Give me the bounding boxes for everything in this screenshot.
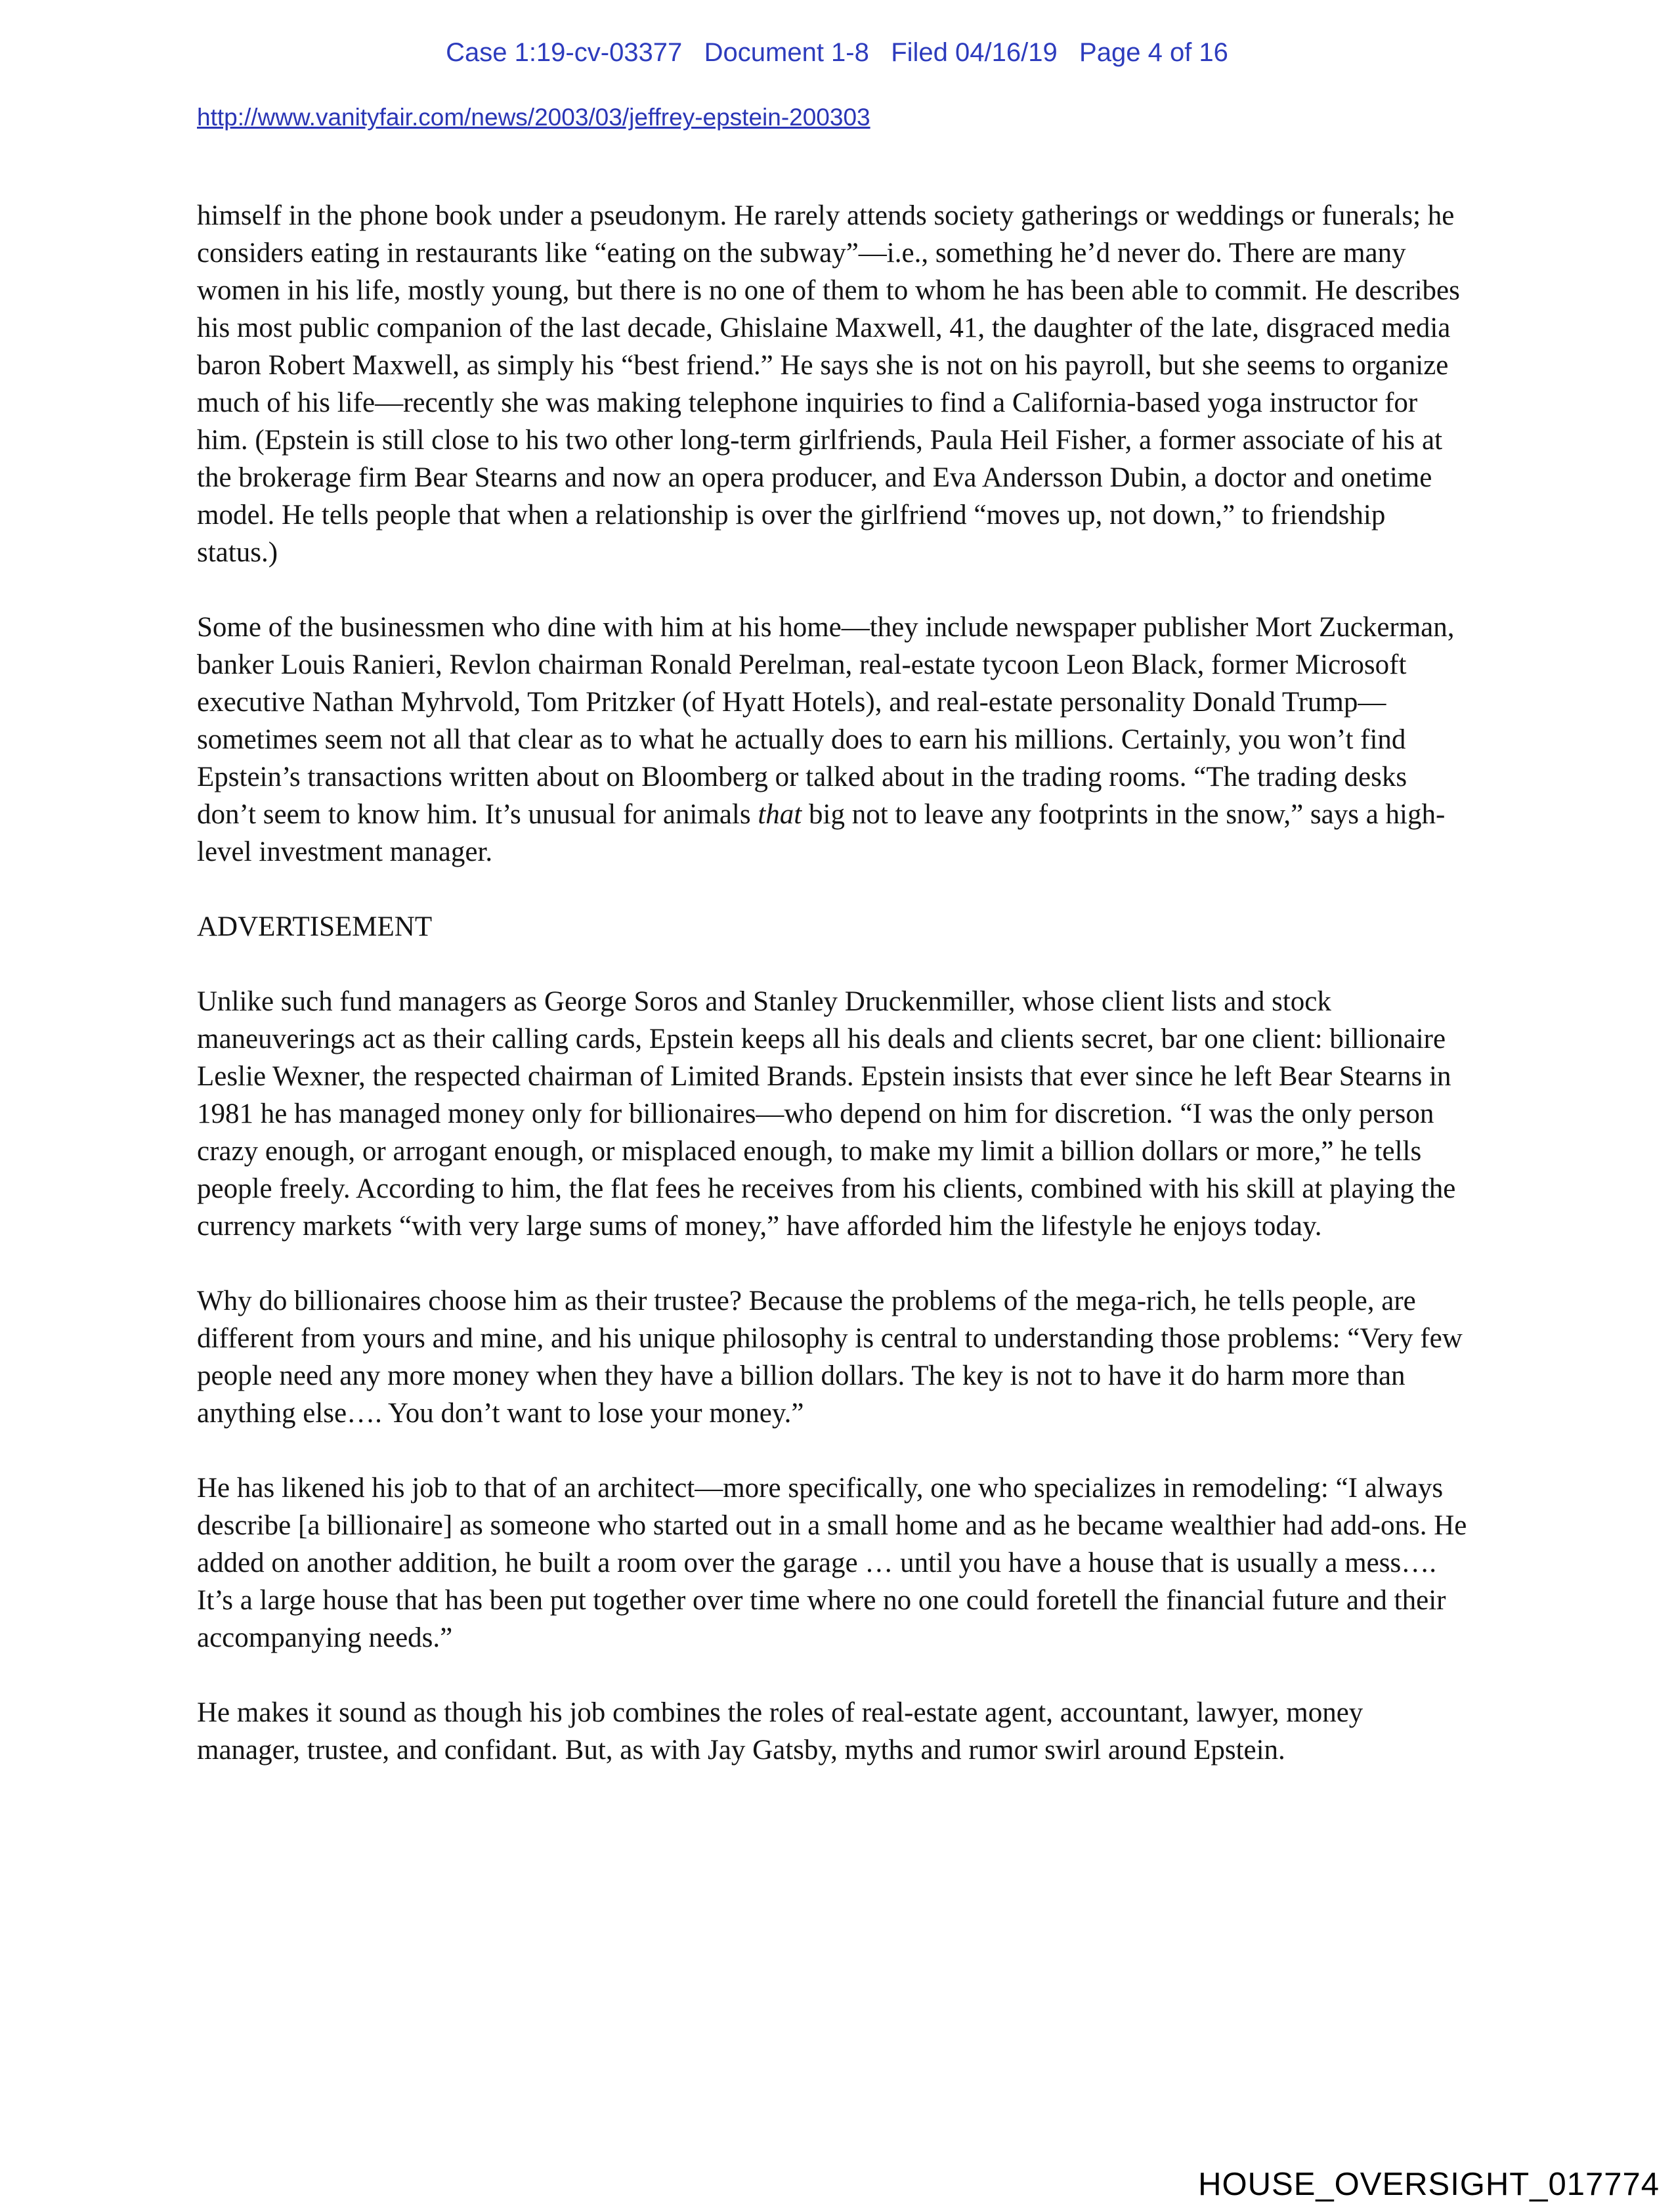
paragraph-2-text-before: Some of the businessmen who dine with him at his home—they include newspaper publisher Mort Zuckerman, banker Louis Ranieri, Revlon chairman Ronald Perelman, real-estate tycoon Leon Black, former Microsoft executive Nathan Myhrvold, Tom Pritzker (of Hyatt Hotels), and real-estate personality Donald Trump—sometimes seem not all that clear as to what he actually does to earn his millions. Certainly, you won’t find Epstein’s transactions written about on Bloomberg or talked about in the trading rooms. “The trading desks don’t seem to know him. It’s unusual for animals: [197, 612, 1455, 830]
paragraph-2-text-after: big not to leave any footprints in the snow,” says a high-level investment manager.: [197, 799, 1446, 867]
bates-number: HOUSE_OVERSIGHT_017774: [1198, 2167, 1660, 2202]
paragraph-2: [197, 609, 1467, 871]
case-stamp-header: Case 1:19-cv-03377 Document 1-8 Filed 04/16/19 Page 4 of 16: [446, 38, 1228, 67]
paragraph-3: Unlike such fund managers as George Soros and Stanley Druckenmiller, whose client lists and stock maneuverings act as their calling cards, Epstein keeps all his deals and clients secret, bar one client: billionaire Leslie Wexner, the respected chairman of Limited Brands. Epstein insists that ever since he left Bear Stearns in 1981 he has managed money only for billionaires—who depend on him for discretion. “I was the only person crazy enough, or arrogant enough, or misplaced enough, to make my limit a billion dollars or more,” he tells people freely. According to him, the flat fees he receives from his clients, combined with his skill at playing the currency markets “with very large sums of money,” have afforded him the lifestyle he enjoys today.: [197, 986, 1456, 1242]
paragraph-6: He makes it sound as though his job combines the roles of real-estate agent, accountant, lawyer, money manager, trustee, and confidant. But, as with Jay Gatsby, myths and rumor swirl around Epstein.: [197, 1697, 1363, 1766]
paragraph-5: He has likened his job to that of an architect—more specifically, one who specializes in remodeling: “I always describe [a billionaire] as someone who started out in a small home and as he became wealthier had add-ons. He added on another addition, he built a room over the garage … until you have a house that is usually a mess…. It’s a large house that has been put together over time where no one could foretell the financial future and their accompanying needs.”: [197, 1473, 1467, 1653]
paragraph-4: Why do billionaires choose him as their trustee? Because the problems of the mega-rich, he tells people, are different from yours and mine, and his unique philosophy is central to understanding those problems: “Very few people need any more money when they have a billion dollars. The key is not to have it do harm more than anything else…. You don’t want to lose your money.”: [197, 1286, 1463, 1429]
source-url: http://www.vanityfair.com/news/2003/03/jeffrey-epstein-200303: [197, 104, 870, 131]
paragraph-2-italic-word: that: [758, 799, 802, 830]
article-body: [197, 197, 1467, 1806]
paragraph-1: himself in the phone book under a pseudonym. He rarely attends society gatherings or weddings or funerals; he considers eating in restaurants like “eating on the subway”—i.e., something he’d never do. There are many women in his life, mostly young, but there is no one of them to whom he has been able to commit. He describes his most public companion of the last decade, Ghislaine Maxwell, 41, the daughter of the late, disgraced media baron Robert Maxwell, as simply his “best friend.” He says she is not on his payroll, but she seems to organize much of his life—recently she was making telephone inquiries to find a California-based yoga instructor for him. (Epstein is still close to his two other long-term girlfriends, Paula Heil Fisher, a former associate of his at the brokerage firm Bear Stearns and now an opera producer, and Eva Andersson Dubin, a doctor and onetime model. He tells people that when a relationship is over the girlfriend “moves up, not down,” to friendship status.): [197, 200, 1460, 568]
advertisement-label: ADVERTISEMENT: [197, 911, 433, 942]
